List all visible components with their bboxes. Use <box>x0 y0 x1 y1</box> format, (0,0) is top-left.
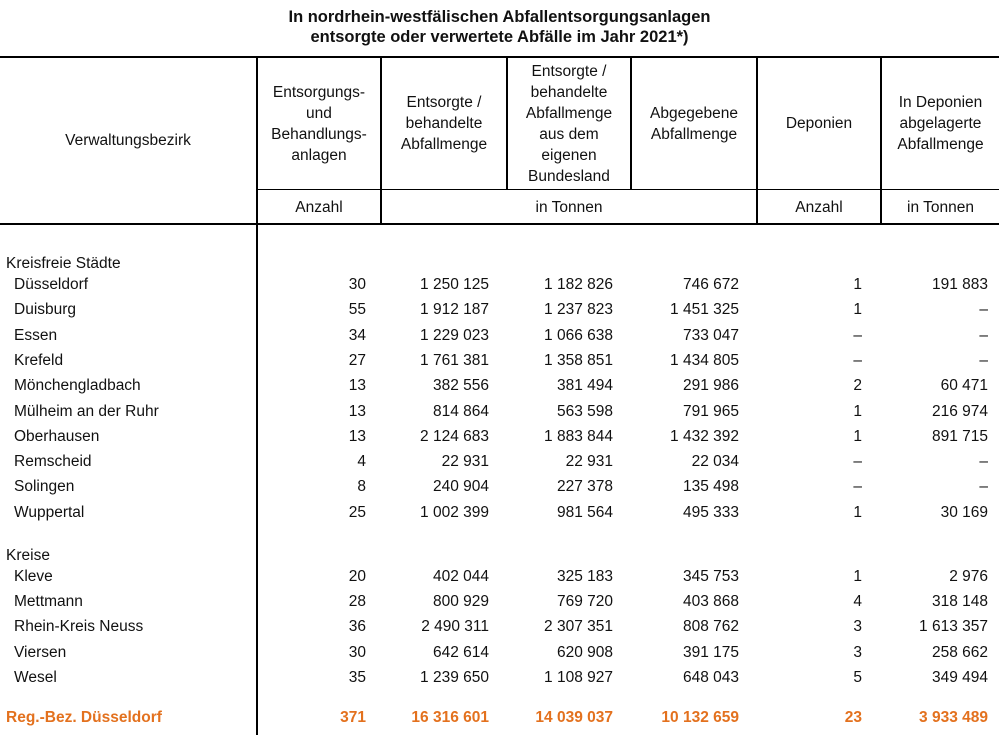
cell-abgelagert: 891 715 <box>931 427 988 445</box>
cell-eigen: 1 182 826 <box>544 276 613 293</box>
cell-abgelagert: 349 494 <box>931 668 988 686</box>
cell-anlagen: 8 <box>357 478 366 496</box>
cell-name: Kleve <box>14 568 53 585</box>
cell-abgelagert: 191 883 <box>931 276 988 293</box>
cell-deponien: – <box>853 351 862 369</box>
cell-deponien: 1 <box>853 402 862 420</box>
cell-anlagen: 30 <box>348 643 366 661</box>
cell-deponien: – <box>853 478 862 496</box>
cell-abgegeben: 135 498 <box>682 478 739 496</box>
cell-deponien: 1 <box>853 503 862 521</box>
cell-entsorgt: 1 229 023 <box>420 326 489 344</box>
header-verwaltungsbezirk: Verwaltungsbezirk <box>65 132 191 149</box>
cell-deponien: – <box>853 326 862 344</box>
cell-eigen: 1 883 844 <box>544 427 613 445</box>
cell-name: Wuppertal <box>14 503 85 521</box>
cell-deponien: 2 <box>853 377 862 395</box>
unit-in-tonnen: in Tonnen <box>535 199 603 216</box>
cell-entsorgt: 16 316 601 <box>411 709 489 726</box>
cell-deponien: 3 <box>853 618 862 636</box>
cell-eigen: 22 931 <box>565 453 613 471</box>
cell-entsorgt: 2 490 311 <box>421 618 489 636</box>
cell-anlagen: 28 <box>348 593 366 611</box>
cell-eigen: 1 237 823 <box>544 301 613 319</box>
cell-abgelagert: 60 471 <box>940 377 988 395</box>
cell-name: Düsseldorf <box>14 276 89 293</box>
cell-abgegeben: 746 672 <box>682 276 739 293</box>
cell-name: Wesel <box>14 668 57 686</box>
unit-in-tonnen: in Tonnen <box>907 199 974 216</box>
cell-abgegeben: 648 043 <box>682 668 739 686</box>
cell-anlagen: 36 <box>348 618 366 636</box>
cell-abgegeben: 403 868 <box>682 593 739 611</box>
unit-anzahl: Anzahl <box>295 199 343 216</box>
cell-eigen: 381 494 <box>556 377 613 395</box>
cell-entsorgt: 800 929 <box>432 593 489 611</box>
cell-abgegeben: 791 965 <box>682 402 739 420</box>
cell-abgelagert: – <box>979 453 988 471</box>
cell-anlagen: 20 <box>348 568 366 585</box>
cell-name: Krefeld <box>14 351 64 369</box>
cell-abgegeben: 808 762 <box>682 618 739 636</box>
cell-eigen: 1 066 638 <box>544 326 613 344</box>
cell-deponien: 1 <box>853 301 862 319</box>
cell-eigen: 227 378 <box>556 478 613 496</box>
cell-entsorgt: 1 761 381 <box>420 351 489 369</box>
cell-anlagen: 13 <box>348 377 366 395</box>
cell-deponien: 1 <box>853 427 862 445</box>
cell-name: Remscheid <box>14 453 92 471</box>
cell-abgelagert: 1 613 357 <box>919 618 988 636</box>
header-deponien: Deponien <box>785 115 853 132</box>
cell-entsorgt: 2 124 683 <box>420 427 489 445</box>
cell-abgegeben: 1 451 325 <box>670 301 739 319</box>
cell-entsorgt: 1 002 399 <box>420 503 489 521</box>
cell-abgegeben: 495 333 <box>682 503 739 521</box>
cell-abgelagert: 216 974 <box>931 402 988 420</box>
cell-entsorgt: 1 239 650 <box>420 668 489 686</box>
header-bottom-rule <box>0 223 999 225</box>
cell-anlagen: 4 <box>357 453 366 471</box>
cell-entsorgt: 1 250 125 <box>420 276 489 293</box>
cell-name: Duisburg <box>14 301 77 319</box>
cell-abgegeben: 1 434 805 <box>670 351 739 369</box>
cell-anlagen: 371 <box>340 709 366 726</box>
header-eigenes-bundesland: Entsorgte / behandelte Abfallmenge aus dem eigenen Bundesland <box>525 62 613 185</box>
unit-anzahl: Anzahl <box>795 199 843 216</box>
cell-name: Essen <box>14 326 58 344</box>
cell-abgelagert: 318 148 <box>931 593 988 611</box>
cell-abgegeben: 22 034 <box>691 453 739 471</box>
header-separator-rule <box>256 189 999 190</box>
cell-deponien: 4 <box>853 593 862 611</box>
cell-deponien: 5 <box>853 668 862 686</box>
cell-abgelagert: 3 933 489 <box>919 709 988 726</box>
cell-abgelagert: 30 169 <box>940 503 988 521</box>
cell-eigen: 769 720 <box>556 593 613 611</box>
cell-abgelagert: – <box>979 351 988 369</box>
cell-eigen: 1 358 851 <box>544 351 613 369</box>
table-title-line2: entsorgte oder verwertete Abfälle im Jahr 2021*) <box>310 28 689 46</box>
cell-anlagen: 25 <box>348 503 366 521</box>
cell-eigen: 620 908 <box>556 643 613 661</box>
cell-eigen: 2 307 351 <box>544 618 613 636</box>
cell-eigen: 14 039 037 <box>535 709 613 726</box>
cell-anlagen: 27 <box>348 351 366 369</box>
cell-anlagen: 35 <box>348 668 366 686</box>
header-anlagen: Entsorgungs- und Behandlungs- anlagen <box>271 83 367 164</box>
cell-name: Mönchengladbach <box>14 377 141 395</box>
cell-abgegeben: 391 175 <box>682 643 739 661</box>
cell-abgelagert: – <box>979 478 988 496</box>
header-abgegebene-menge: Abgegebene Abfallmenge <box>650 104 738 143</box>
cell-name: Viersen <box>14 643 67 661</box>
cell-entsorgt: 1 912 187 <box>420 301 489 319</box>
header-entsorgte-menge: Entsorgte / behandelte Abfallmenge <box>400 94 488 153</box>
cell-anlagen: 13 <box>348 402 366 420</box>
cell-entsorgt: 642 614 <box>432 643 489 661</box>
cell-abgegeben: 291 986 <box>682 377 739 395</box>
cell-abgelagert: – <box>979 301 988 319</box>
cell-abgegeben: 1 432 392 <box>670 427 739 445</box>
cell-name: Reg.-Bez. Düsseldorf <box>6 709 162 726</box>
cell-name: Mettmann <box>14 593 83 611</box>
cell-abgelagert: 258 662 <box>931 643 988 661</box>
cell-abgelagert: 2 976 <box>949 568 988 585</box>
cell-abgegeben: 10 132 659 <box>661 709 739 726</box>
cell-abgegeben: 345 753 <box>682 568 739 585</box>
cell-entsorgt: 402 044 <box>432 568 489 585</box>
header-abgelagerte-menge: In Deponien abgelagerte Abfallmenge <box>897 94 984 153</box>
group-label-kreise: Kreise <box>6 547 50 564</box>
group-label-kreisfreie-staedte: Kreisfreie Städte <box>6 255 121 272</box>
cell-name: Solingen <box>14 478 75 496</box>
cell-deponien: 1 <box>853 568 862 585</box>
cell-anlagen: 34 <box>348 326 366 344</box>
cell-anlagen: 55 <box>348 301 366 319</box>
cell-deponien: 1 <box>853 276 862 293</box>
cell-anlagen: 13 <box>348 427 366 445</box>
cell-name: Oberhausen <box>14 427 100 445</box>
cell-eigen: 1 108 927 <box>544 668 613 686</box>
cell-entsorgt: 814 864 <box>432 402 489 420</box>
cell-entsorgt: 22 931 <box>441 453 489 471</box>
table-title-line1: In nordrhein-westfälischen Abfallentsorgungsanlagen <box>288 8 711 26</box>
cell-abgegeben: 733 047 <box>682 326 739 344</box>
cell-entsorgt: 240 904 <box>432 478 489 496</box>
cell-deponien: 23 <box>844 709 862 726</box>
cell-name: Rhein-Kreis Neuss <box>14 618 144 636</box>
cell-abgelagert: – <box>979 326 988 344</box>
cell-entsorgt: 382 556 <box>432 377 489 395</box>
cell-deponien: – <box>853 453 862 471</box>
cell-eigen: 325 183 <box>556 568 613 585</box>
cell-eigen: 563 598 <box>556 402 613 420</box>
cell-name: Mülheim an der Ruhr <box>14 402 159 420</box>
cell-anlagen: 30 <box>348 276 366 293</box>
cell-deponien: 3 <box>853 643 862 661</box>
cell-eigen: 981 564 <box>556 503 613 521</box>
